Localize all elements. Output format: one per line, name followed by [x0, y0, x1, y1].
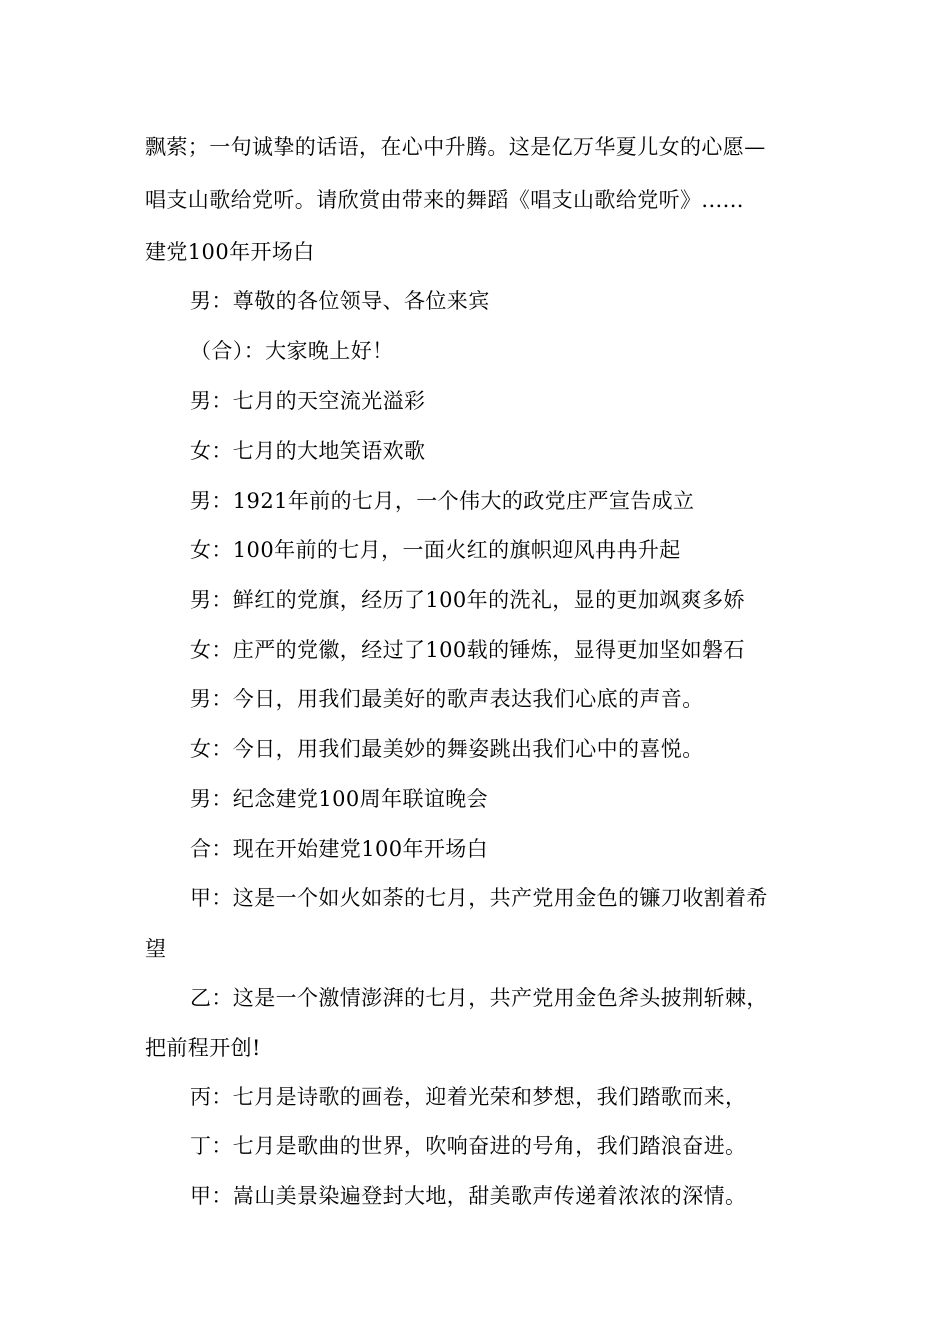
text-line: 男：今日，用我们最美好的歌声表达我们心底的声音。 — [190, 687, 704, 711]
text-line: 男：鲜红的党旗，经历了100年的洗礼，显的更加飒爽多娇 — [190, 588, 745, 612]
text-line: 女：庄严的党徽，经过了100载的锤炼，显得更加坚如磐石 — [190, 638, 745, 662]
text-line: 男：纪念建党100周年联谊晚会 — [190, 787, 489, 811]
text-line: 丙：七月是诗歌的画卷，迎着光荣和梦想，我们踏歌而来， — [190, 1085, 747, 1109]
text-line: 男：尊敬的各位领导、各位来宾 — [190, 289, 490, 313]
text-line: 男：七月的天空流光溢彩 — [190, 389, 426, 413]
text-line: 男：1921年前的七月，一个伟大的政党庄严宣告成立 — [190, 489, 695, 513]
text-line: 望 — [145, 937, 167, 961]
text-line: 合：现在开始建党100年开场白 — [190, 837, 489, 861]
text-line: 女：七月的大地笑语欢歌 — [190, 439, 426, 463]
text-line: （合）：大家晚上好！ — [190, 339, 394, 363]
text-line: 飘萦；一句诚挚的话语，在心中升腾。这是亿万华夏儿女的心愿— — [145, 135, 766, 159]
text-line: 唱支山歌给党听。请欣赏由带来的舞蹈《唱支山歌给党听》...... — [145, 188, 744, 212]
text-line: 女：今日，用我们最美妙的舞姿跳出我们心中的喜悦。 — [190, 737, 704, 761]
text-line: 甲：这是一个如火如荼的七月，共产党用金色的镰刀收割着希 — [190, 886, 768, 910]
text-line: 丁：七月是歌曲的世界，吹响奋进的号角，我们踏浪奋进。 — [190, 1134, 747, 1158]
text-line: 甲：嵩山美景染遍登封大地，甜美歌声传递着浓浓的深情。 — [190, 1184, 747, 1208]
text-line: 乙：这是一个激情澎湃的七月，共产党用金色斧头披荆斩棘， — [190, 986, 768, 1010]
text-line: 建党100年开场白 — [145, 240, 315, 264]
text-line: 把前程开创! — [145, 1036, 261, 1060]
text-line: 女：100年前的七月，一面火红的旗帜迎风冉冉升起 — [190, 538, 681, 562]
